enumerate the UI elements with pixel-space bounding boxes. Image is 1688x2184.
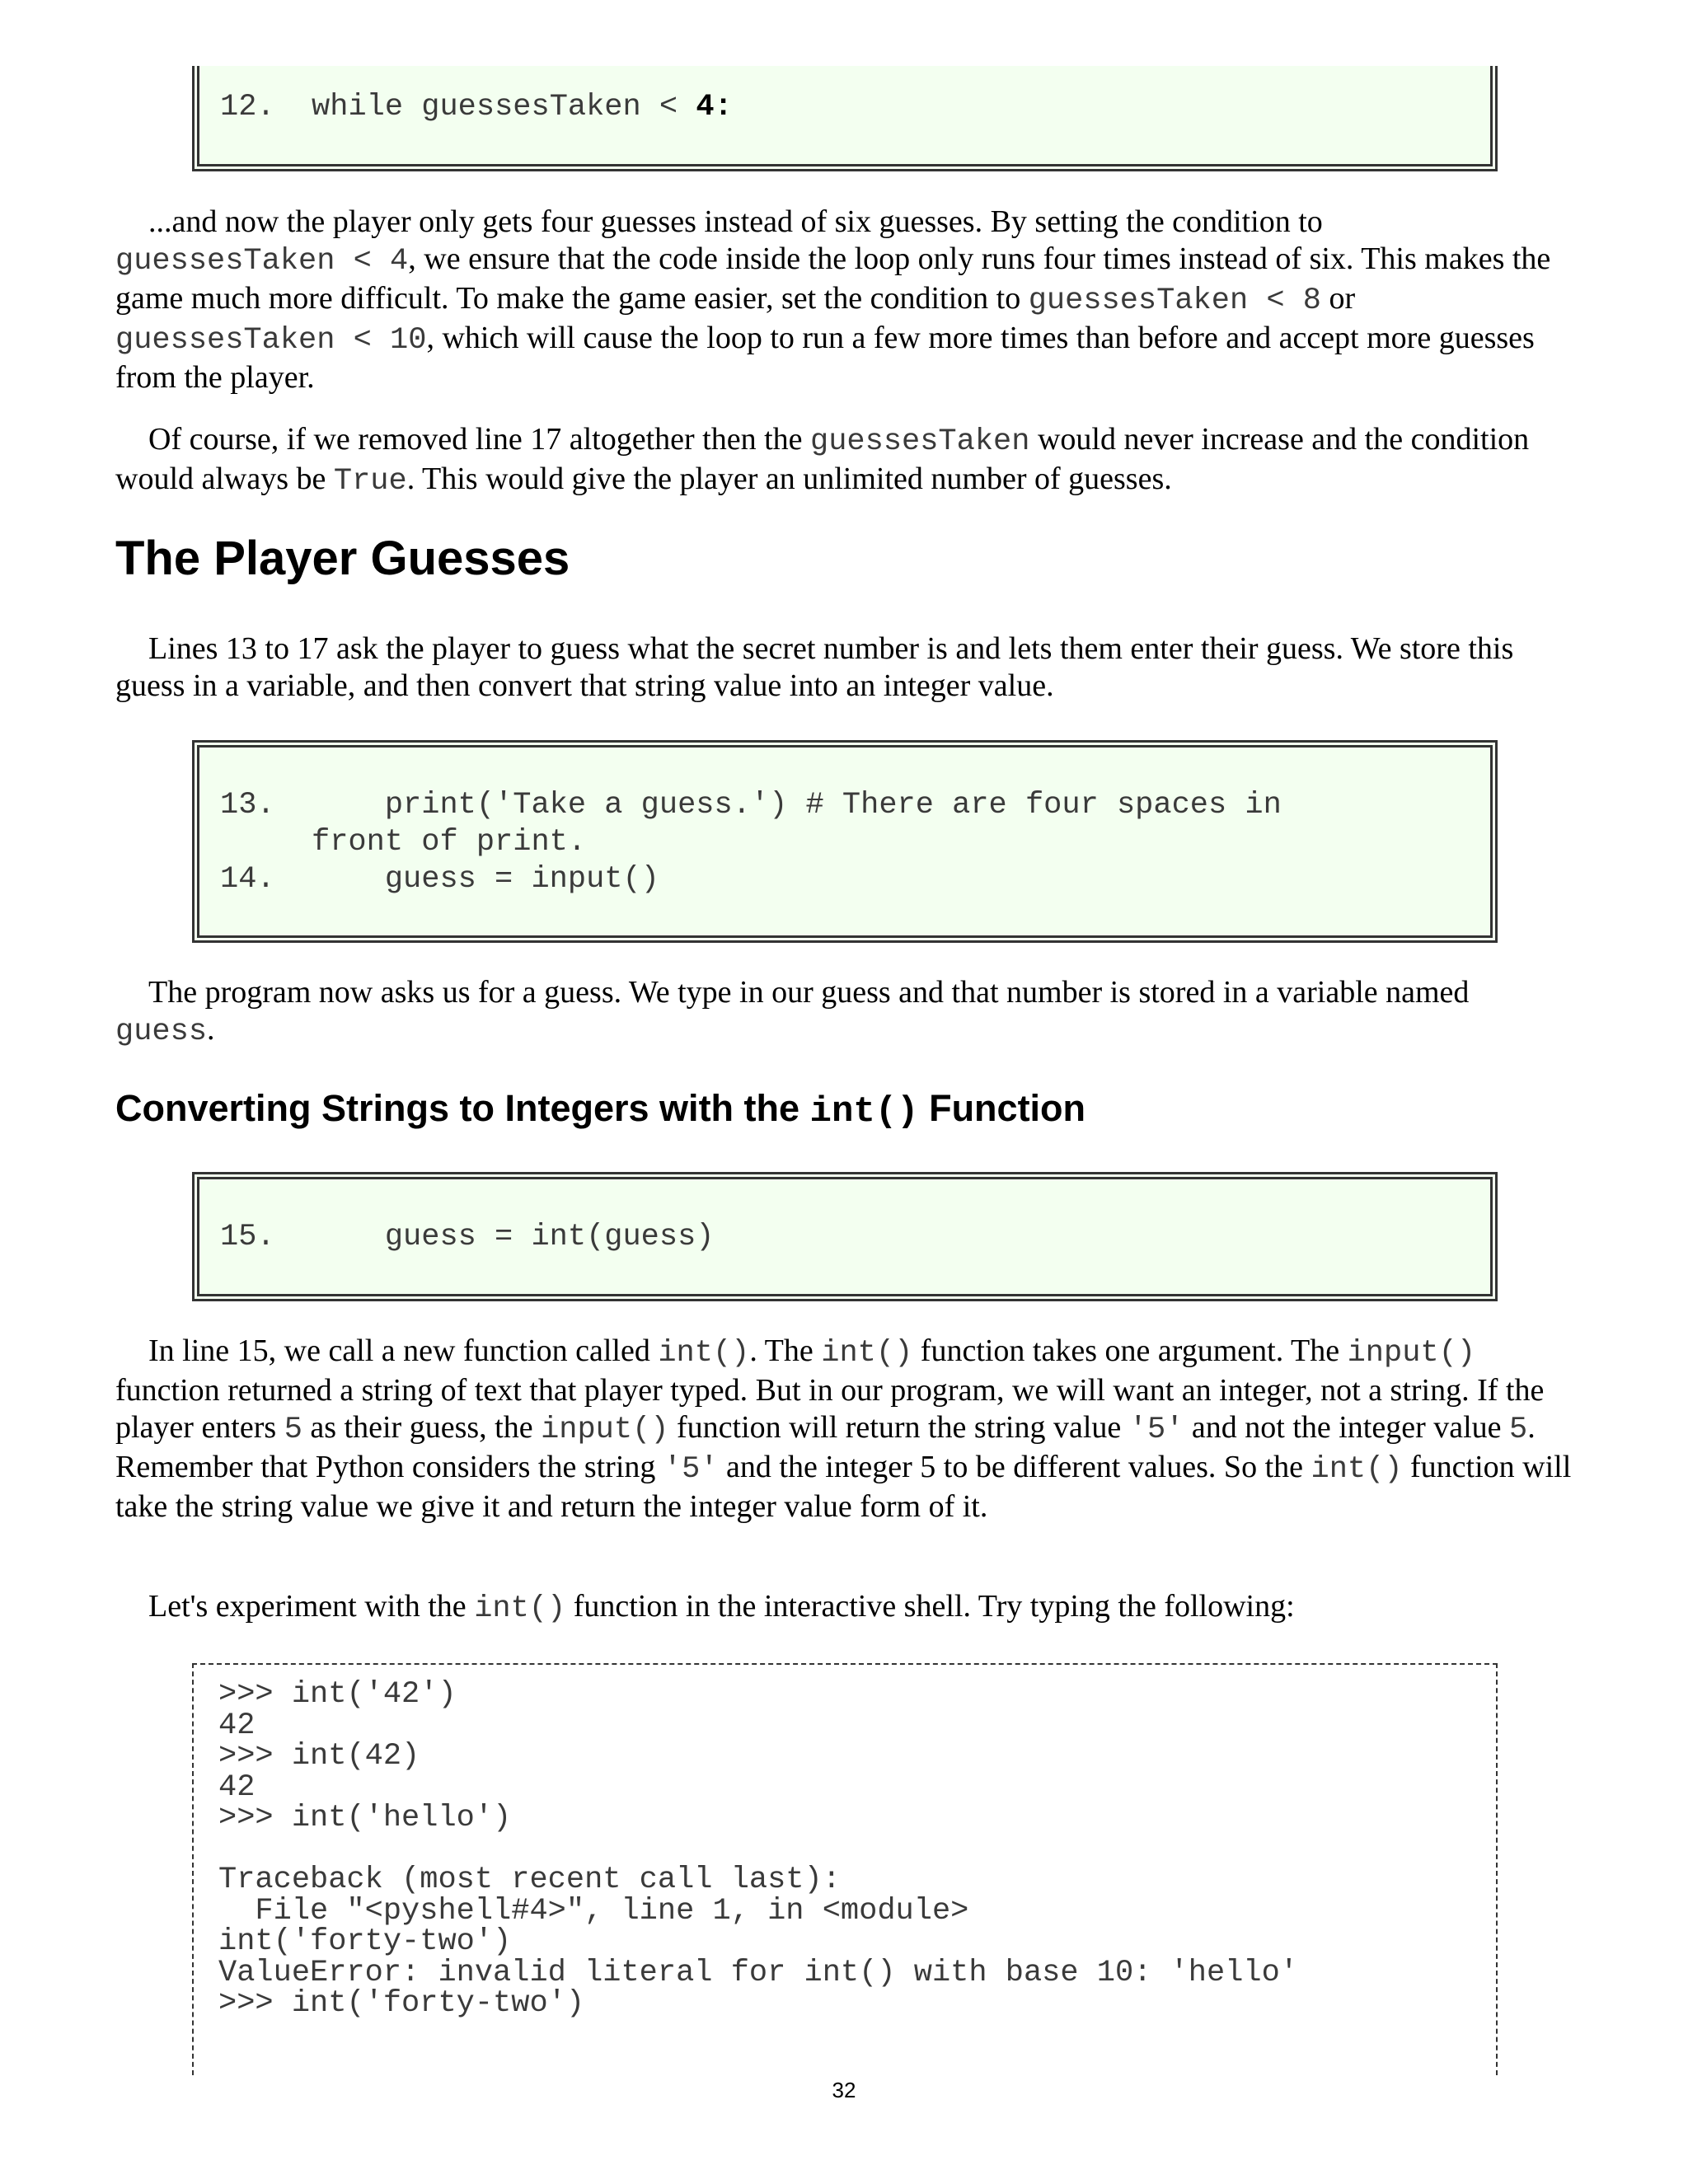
paragraph-experiment: Let's experiment with the int() function in the interactive shell. Try typing the following: (148, 1589, 1295, 1626)
inline-code: int() (809, 1091, 919, 1132)
code-line-number: 12. (220, 90, 275, 124)
inline-code: input() (1347, 1336, 1476, 1371)
code-block-line-12 (192, 66, 1498, 171)
inline-code: 5 (1509, 1413, 1528, 1447)
inline-code: input() (541, 1413, 669, 1447)
inline-code: guessesTaken (810, 424, 1030, 459)
paragraph-program-asks: The program now asks us for a guess. We type in our guess and that number is stored in a variable named guess. (115, 975, 1470, 1049)
inline-code: guessesTaken < 4 (115, 244, 409, 279)
section-heading-player-guesses: The Player Guesses (115, 532, 570, 585)
inline-code: int() (1311, 1452, 1403, 1487)
code-block-lines-13-14: 13. print('Take a guess.') # There are four spaces in front of print. 14. guess = input() (192, 740, 1498, 943)
section-heading-converting-strings: Converting Strings to Integers with the int() Function (115, 1087, 1086, 1132)
code-text: while guessesTaken < (312, 90, 696, 124)
inline-code: True (333, 464, 407, 499)
paragraph-guesses-condition: ...and now the player only gets four guesses instead of six guesses. By setting the condition to guessesTaken < 4, we ensure that the code inside the loop only runs four times instead of six. This makes the game much more difficult. To make the game easier, set the condition to guessesTaken < 8 or guessesTaken < 10, which will cause the loop to run a few more times than before and accept more guesses from the player. (115, 204, 1551, 395)
inline-code: '5' (1128, 1413, 1184, 1447)
paragraph-lines-13-17: Lines 13 to 17 ask the player to guess what the secret number is and lets them enter their guess. We store this guess in a variable, and then convert that string value into an integer value. (115, 631, 1514, 703)
code-block-line-15: 15. guess = int(guess) (192, 1172, 1498, 1301)
interactive-shell-example: >>> int('42') 42 >>> int(42) 42 >>> int('hello') Traceback (most recent call last): File "<pyshell#4>", line 1, in <module> int('forty-two') ValueError: invalid literal for int() with base 10: 'hello' >>> int('forty-two') (192, 1663, 1498, 2075)
inline-code: guess (115, 1015, 208, 1049)
paragraph-remove-line-17: Of course, if we removed line 17 altogether then the guessesTaken would never increase and the condition would always be True. This would give the player an unlimited number of guesses. (115, 422, 1530, 499)
inline-code: guessesTaken < 8 (1028, 284, 1321, 318)
code-keyword: 4: (696, 90, 733, 124)
paragraph-int-function: In line 15, we call a new function called int(). The int() function takes one argument. The input() function returned a string of text that player typed. But in our program, we will want an integer, not a string. If the player enters 5 as their guess, the input() function will return the string value '5' and not the integer value 5. Remember that Python considers the string '5' and the integer 5 to be different values. So the int() function will take the string value we give it and return the integer value form of it. (115, 1333, 1572, 1524)
inline-code: int() (474, 1591, 566, 1626)
inline-code: 5 (284, 1413, 302, 1447)
inline-code: '5' (663, 1452, 719, 1487)
inline-code: int() (821, 1336, 913, 1371)
inline-code: int() (658, 1336, 750, 1371)
page-number: 32 (832, 2078, 856, 2102)
inline-code: guessesTaken < 10 (115, 323, 427, 358)
